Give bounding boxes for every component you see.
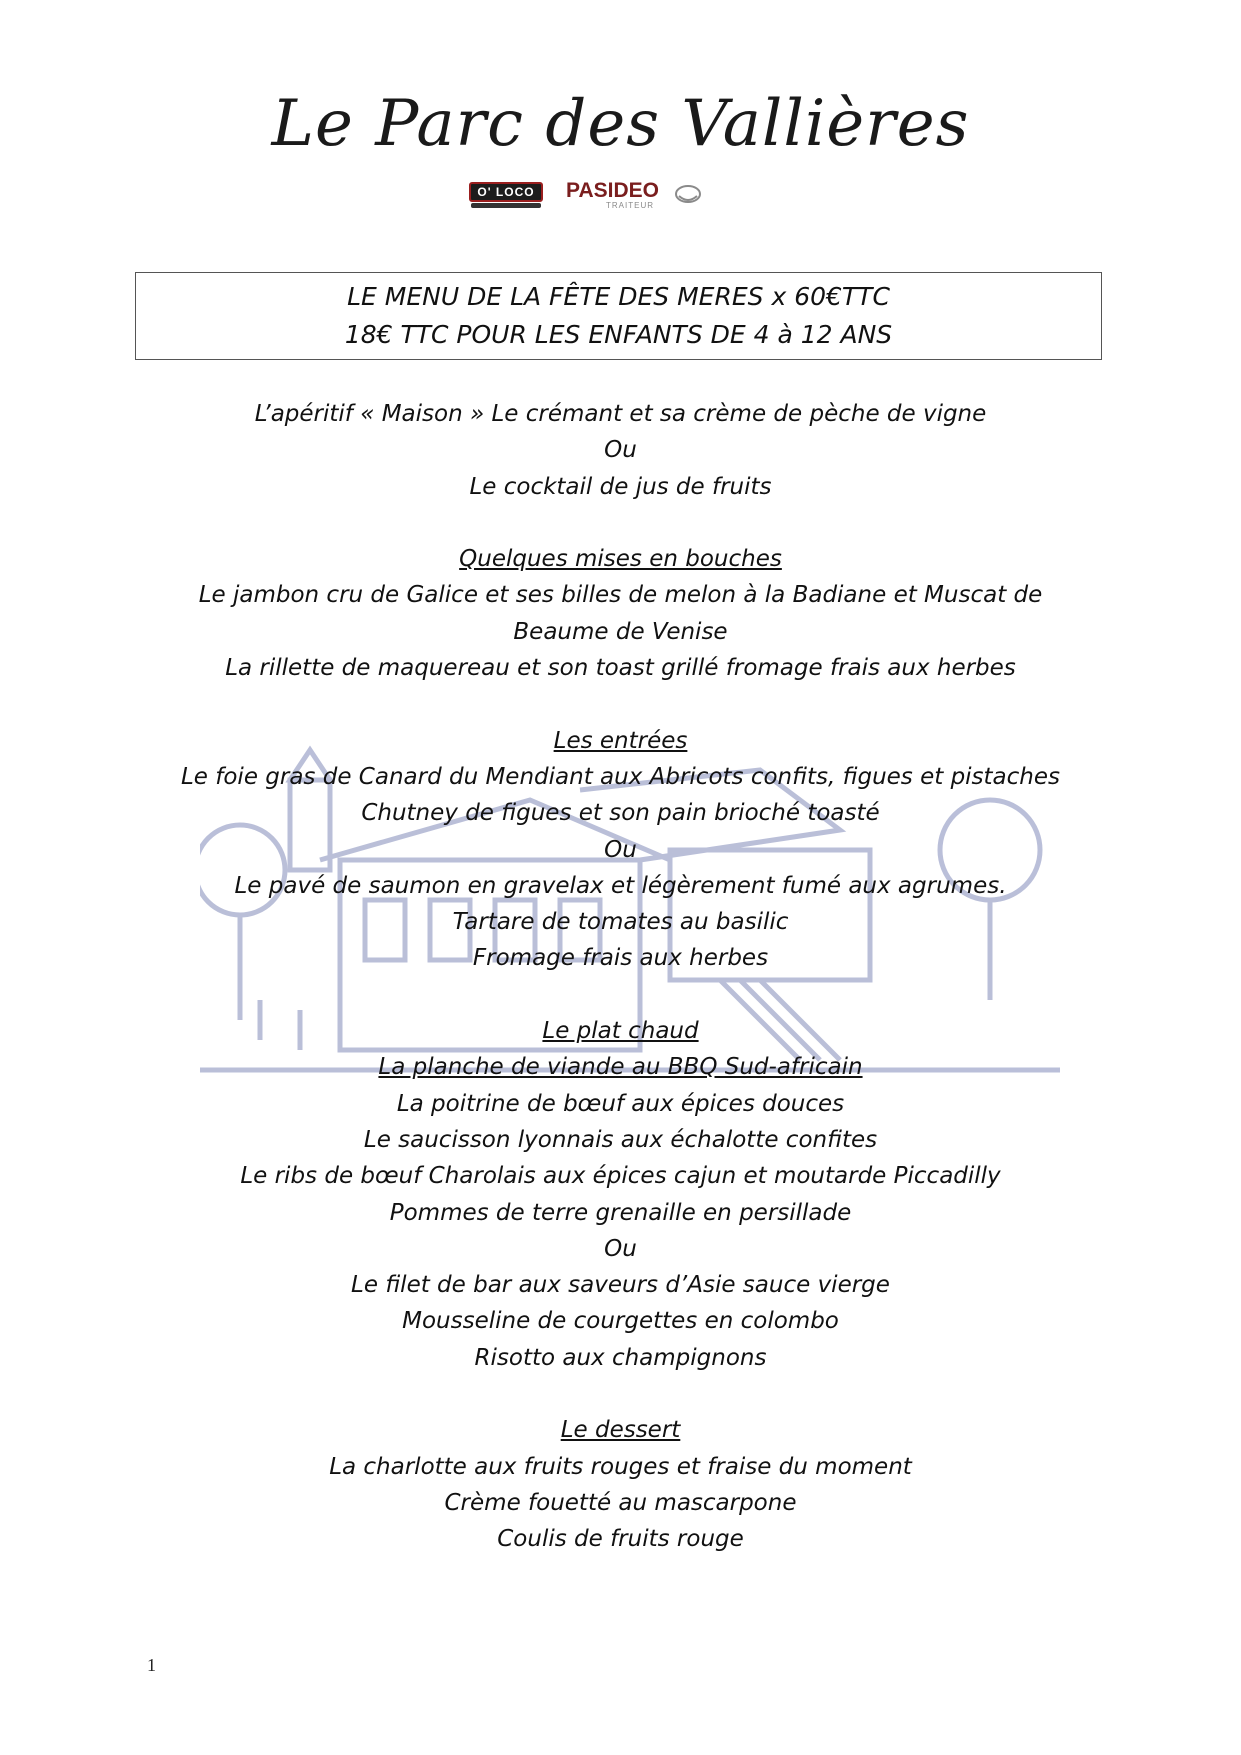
or-separator: Ou <box>604 1235 637 1262</box>
section-spacer <box>0 505 1241 541</box>
menu-line: Le pavé de saumon en gravelax et légèrement fumé aux agrumes. <box>234 872 1007 899</box>
menu-body <box>0 396 1241 1558</box>
section-spacer <box>0 977 1241 1013</box>
menu-price-box <box>135 272 1102 360</box>
section-spacer <box>0 686 1241 722</box>
partner-logos <box>460 178 780 212</box>
menu-line: Le jambon cru de Galice et ses billes de melon à la Badiane et Muscat de <box>198 582 1043 609</box>
pasideo-logo-subtext: TRAITEUR <box>606 201 654 210</box>
section-heading-bouches: Quelques mises en bouches <box>459 546 782 573</box>
menu-line: Coulis de fruits rouge <box>497 1526 744 1553</box>
menu-title-line: LE MENU DE LA FÊTE DES MERES x 60€TTC <box>347 282 890 311</box>
menu-line: Le filet de bar aux saveurs d’Asie sauce vierge <box>351 1272 890 1299</box>
menu-line: Risotto aux champignons <box>474 1344 767 1371</box>
oloco-logo-bar <box>471 203 541 208</box>
section-spacer <box>0 1376 1241 1412</box>
oloco-logo-text: O' LOCO <box>469 182 542 202</box>
pasideo-logo-text: PASIDEO <box>566 179 659 202</box>
menu-line: Fromage frais aux herbes <box>472 945 769 972</box>
menu-line: La poitrine de bœuf aux épices douces <box>396 1090 845 1117</box>
menu-line: La charlotte aux fruits rouges et fraise du moment <box>329 1453 912 1480</box>
menu-line: La rillette de maquereau et son toast grillé fromage frais aux herbes <box>225 655 1016 682</box>
section-heading-entrees: Les entrées <box>553 727 688 754</box>
menu-line: Tartare de tomates au basilic <box>452 909 789 936</box>
section-subheading-plat: La planche de viande au BBQ Sud-africain <box>378 1054 863 1081</box>
chef-hat-icon <box>673 184 703 206</box>
menu-line: Pommes de terre grenaille en persillade <box>389 1199 852 1226</box>
menu-line: Mousseline de courgettes en colombo <box>402 1308 839 1335</box>
menu-line: Le ribs de bœuf Charolais aux épices cajun et moutarde Piccadilly <box>240 1163 1001 1190</box>
page-number: 1 <box>147 1655 156 1675</box>
menu-line: Chutney de figues et son pain brioché toasté <box>361 800 880 827</box>
oloco-logo <box>460 182 552 208</box>
menu-line: Crème fouetté au mascarpone <box>444 1489 797 1516</box>
restaurant-title: Le Parc des Vallières <box>271 87 970 161</box>
menu-line: Le foie gras de Canard du Mendiant aux Abricots confits, figues et pistaches <box>180 763 1061 790</box>
section-heading-plat: Le plat chaud <box>542 1018 699 1045</box>
or-separator: Ou <box>604 437 637 464</box>
or-separator: Ou <box>604 836 637 863</box>
menu-line: Beaume de Venise <box>513 618 728 645</box>
section-heading-dessert: Le dessert <box>560 1417 681 1444</box>
pasideo-logo <box>566 180 659 210</box>
menu-line: Le saucisson lyonnais aux échalotte confites <box>363 1126 878 1153</box>
children-price-line: 18€ TTC POUR LES ENFANTS DE 4 à 12 ANS <box>344 320 893 349</box>
aperitif-item: Le cocktail de jus de fruits <box>469 473 772 500</box>
aperitif-item: L’apéritif « Maison » Le crémant et sa crème de pèche de vigne <box>254 401 987 427</box>
